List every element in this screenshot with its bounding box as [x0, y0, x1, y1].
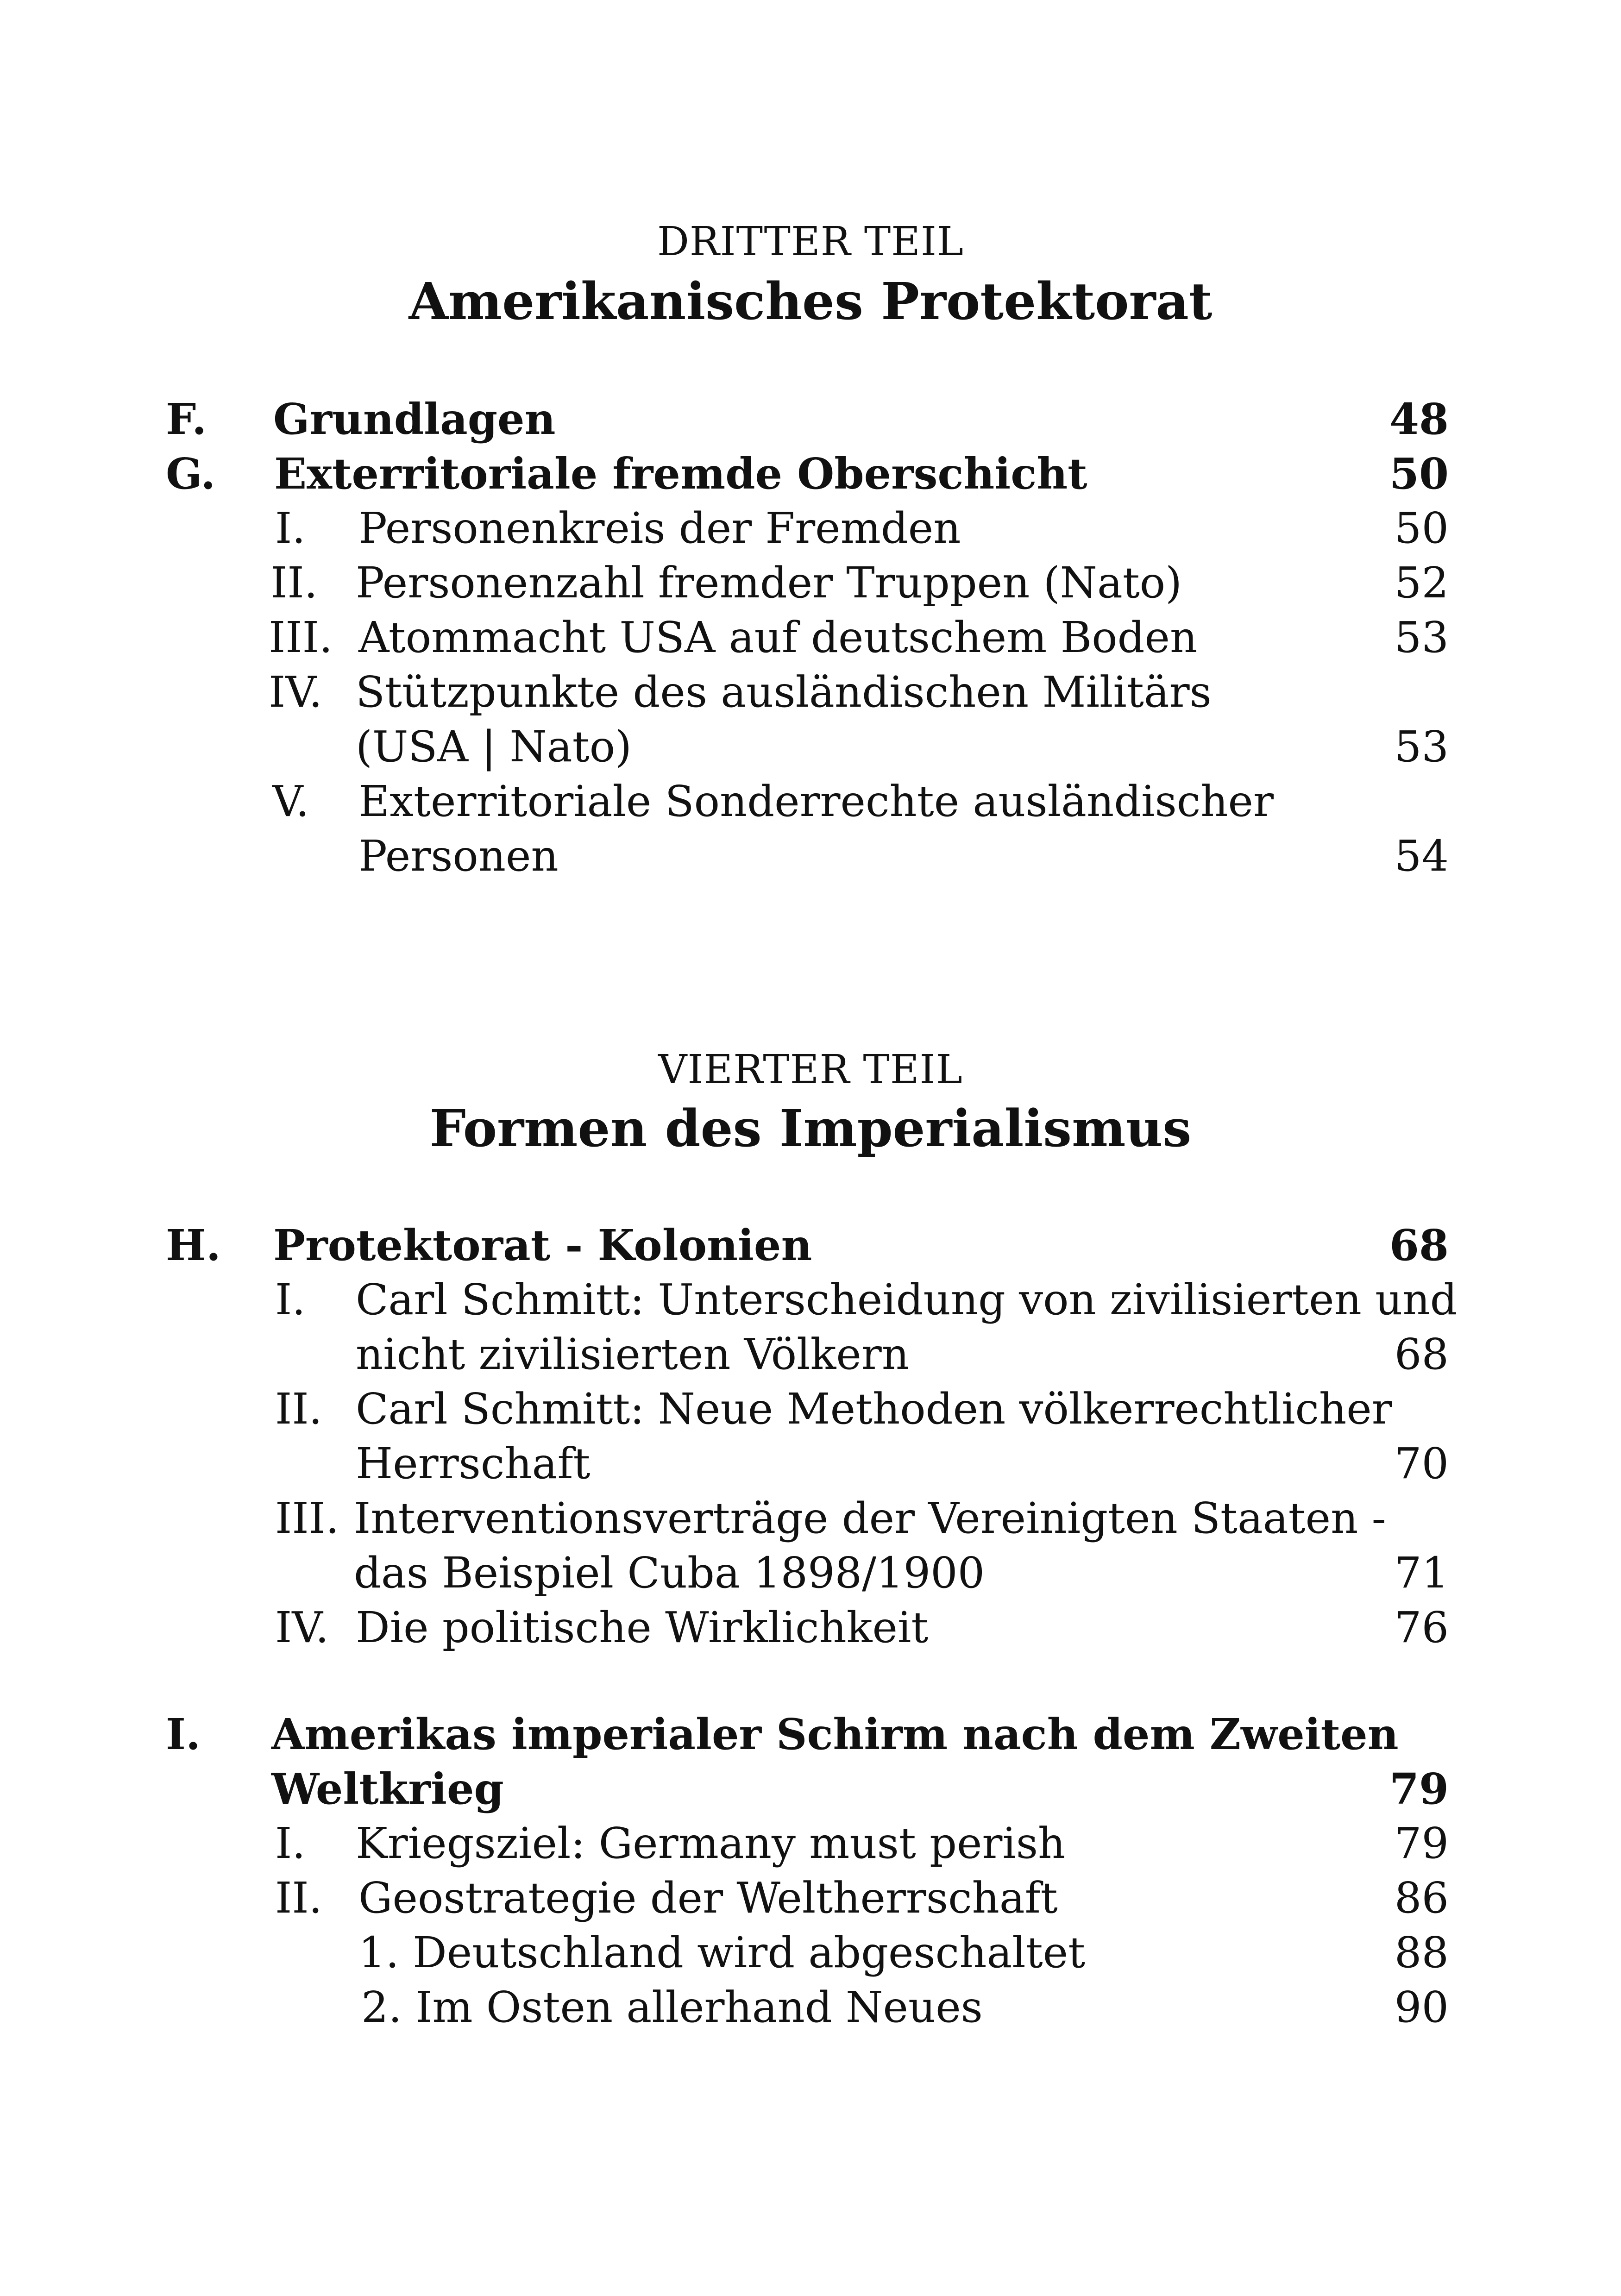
page-number: 76	[1394, 1603, 1449, 1652]
toc-entry-continuation	[0, 1327, 1621, 1382]
entry-number: II.	[270, 558, 318, 608]
entry-number: G.	[166, 449, 216, 499]
page-number: 68	[1389, 1220, 1449, 1270]
entry-title: Atommacht USA auf deutschem Boden	[358, 613, 1198, 662]
toc-entry	[0, 1382, 1621, 1437]
page-number: 48	[1389, 394, 1449, 444]
entry-title: Grundlagen	[273, 394, 556, 444]
entry-number: H.	[166, 1220, 221, 1270]
toc-entry	[0, 665, 1621, 720]
page-number: 88	[1394, 1928, 1449, 1977]
toc-entry	[0, 556, 1621, 610]
entry-title: Exterritoriale Sonderrechte ausländischer	[358, 777, 1274, 826]
toc-entry-continuation	[0, 720, 1621, 774]
toc-subentry	[0, 1926, 1621, 1980]
entry-title: Personenzahl fremder Truppen (Nato)	[356, 558, 1182, 608]
page-number: 50	[1394, 503, 1449, 553]
page-number: 79	[1394, 1819, 1449, 1868]
toc-subentry	[0, 1980, 1621, 2035]
part-label: DRITTER TEIL	[657, 219, 964, 265]
toc-entry-continuation	[0, 1762, 1621, 1816]
entry-number: I.	[275, 503, 306, 553]
toc-entry	[0, 774, 1621, 829]
entry-title: Interventionsverträge der Vereinigten Staaten -	[354, 1493, 1386, 1543]
page-number: 90	[1394, 1982, 1449, 2032]
toc-entry	[0, 1707, 1621, 1762]
toc-entry	[0, 392, 1621, 446]
entry-title: (USA | Nato)	[356, 722, 632, 772]
entry-number: II.	[275, 1873, 322, 1923]
toc-entry	[0, 1273, 1621, 1327]
entry-number: F.	[166, 394, 207, 444]
entry-title: das Beispiel Cuba 1898/1900	[354, 1548, 985, 1598]
entry-title: Geostrategie der Weltherrschaft	[358, 1873, 1058, 1923]
page-number: 70	[1394, 1439, 1449, 1488]
toc-entry	[0, 1816, 1621, 1871]
toc-entry-continuation	[0, 1546, 1621, 1600]
toc-entry	[0, 1491, 1621, 1546]
entry-title: Die politische Wirklichkeit	[356, 1603, 929, 1652]
entry-title: Carl Schmitt: Unterscheidung von zivilisierten und	[356, 1275, 1458, 1324]
part-title: Formen des Imperialismus	[429, 1098, 1192, 1158]
entry-number: II.	[275, 1384, 322, 1434]
entry-number: IV.	[269, 667, 322, 717]
page-number: 68	[1394, 1330, 1449, 1379]
entry-number: III.	[269, 613, 333, 662]
toc-entry	[0, 446, 1621, 501]
toc-entry	[0, 1871, 1621, 1926]
page-number: 53	[1394, 722, 1449, 772]
page-number: 54	[1394, 831, 1449, 881]
entry-number: I.	[166, 1709, 201, 1759]
entry-number: V.	[272, 777, 309, 826]
page-number: 86	[1394, 1873, 1449, 1923]
entry-title: Personen	[358, 831, 559, 881]
toc-entry	[0, 1600, 1621, 1655]
toc-entry	[0, 501, 1621, 556]
toc-entry-continuation	[0, 829, 1621, 884]
page-number: 53	[1394, 613, 1449, 662]
entry-title: Exterritoriale fremde Oberschicht	[274, 449, 1087, 499]
entry-title: Personenkreis der Fremden	[358, 503, 961, 553]
toc-entry-continuation	[0, 1437, 1621, 1491]
entry-number: I.	[275, 1275, 306, 1324]
part-label: VIERTER TEIL	[658, 1047, 963, 1093]
page-number: 79	[1389, 1764, 1449, 1814]
entry-title: Stützpunkte des ausländischen Militärs	[356, 667, 1212, 717]
page-number: 50	[1389, 449, 1449, 499]
page-number: 52	[1394, 558, 1449, 608]
entry-title: Herrschaft	[356, 1439, 591, 1488]
part-title: Amerikanisches Protektorat	[408, 271, 1213, 331]
entry-number: IV.	[275, 1603, 329, 1652]
entry-title: 1. Deutschland wird abgeschaltet	[358, 1928, 1086, 1977]
entry-title: Weltkrieg	[271, 1764, 504, 1814]
entry-title: Amerikas imperialer Schirm nach dem Zweiten	[271, 1709, 1399, 1759]
entry-title: 2. Im Osten allerhand Neues	[361, 1982, 983, 2032]
entry-title: Kriegsziel: Germany must perish	[356, 1819, 1066, 1868]
entry-title: Protektorat - Kolonien	[273, 1220, 812, 1270]
entry-title: Carl Schmitt: Neue Methoden völkerrechtlicher	[356, 1384, 1392, 1434]
entry-number: III.	[275, 1493, 339, 1543]
page-number: 71	[1394, 1548, 1449, 1598]
entry-title: nicht zivilisierten Völkern	[356, 1330, 910, 1379]
toc-entry	[0, 1218, 1621, 1273]
entry-number: I.	[275, 1819, 306, 1868]
toc-entry	[0, 610, 1621, 665]
